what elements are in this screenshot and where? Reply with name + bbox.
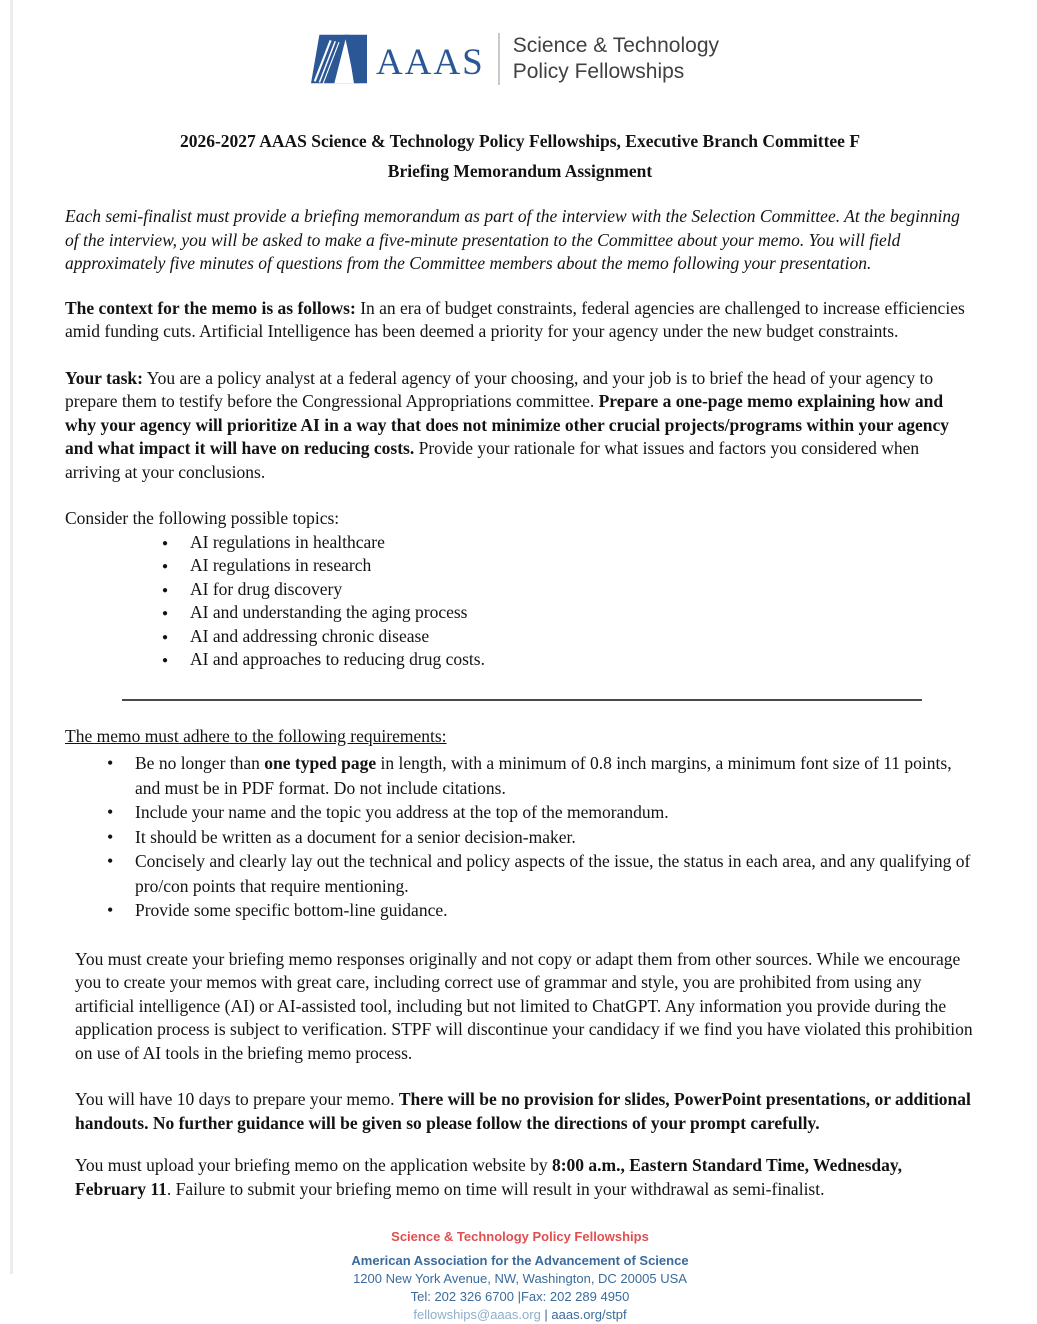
topic-item: ● AI regulations in research: [65, 554, 975, 578]
req1-bold: one typed page: [264, 753, 377, 773]
title-line-2: Briefing Memorandum Assignment: [387, 161, 653, 181]
task-lead: Your task:: [65, 367, 143, 388]
intro-paragraph: Each semi-finalist must provide a briefing memorandum as part of the interview with the Selection Committee. At the beginning of the interview, you will be asked to make a five-minute presentation to the Committee about your memo. You will field approximately five minutes of questions from the Committee members about the memo following your presentation.: [65, 206, 960, 273]
requirements-list: [65, 751, 975, 923]
timeline-pre: You will have 10 days to prepare your memo.: [75, 1089, 399, 1109]
title-line-1: 2026-2027 AAAS Science & Technology Policy Fellowships, Executive Branch Committee F: [179, 131, 861, 151]
task-part2: Provide your rationale for what issues and factors you considered when arriving at your conclusions.: [65, 438, 920, 482]
footer-address: 1200 New York Avenue, NW, Washington, DC 20005 USA: [353, 1271, 687, 1286]
aaas-logo-text: AAAS: [376, 41, 485, 83]
aaas-logo-mark-icon: [311, 34, 367, 84]
logo-divider: [498, 33, 500, 85]
deadline-post: . Failure to submit your briefing memo on time will result in your withdrawal as semi-finalist.: [166, 1178, 825, 1199]
logo-tagline: [513, 33, 719, 84]
deadline-paragraph: [65, 1154, 975, 1201]
requirement-item: • Include your name and the topic you address at the top of the memorandum.: [65, 800, 975, 825]
footer-email-link[interactable]: fellowships@aaas.org: [413, 1307, 541, 1322]
context-lead: The context for the memo is as follows:: [65, 297, 356, 318]
req1-post: in length, with a minimum of 0.8 inch margins, a minimum font size of 11 points, and must be in PDF format. Do not include citations.: [135, 753, 952, 798]
topics-section: [65, 507, 975, 672]
header-logo: [65, 33, 965, 85]
timeline-bold: There will be no provision for slides, PowerPoint presentations, or additional handouts. No further guidance will be given so please follow the directions of your prompt carefully.: [75, 1089, 971, 1133]
deadline-pre: You must upload your briefing memo on the application website by: [75, 1155, 552, 1175]
context-paragraph: [65, 297, 975, 344]
logo-tagline-line1: Science & Technology: [512, 34, 719, 58]
topic-item: ● AI for drug discovery: [65, 578, 975, 602]
logo-tagline-line2: Policy Fellowships: [512, 60, 685, 83]
requirement-item: [65, 751, 975, 800]
footer: [65, 1228, 975, 1324]
topic-item: ● AI and addressing chronic disease: [65, 625, 975, 649]
context-body: In an era of budget constraints, federal agencies are challenged to increase efficiencies amid funding cuts. Artificial Intelligence has been deemed a priority for your agency under the new budget constraints.: [65, 297, 965, 341]
topic-item: ● AI and understanding the aging process: [65, 601, 975, 625]
originality-paragraph: You must create your briefing memo responses originally and not copy or adapt them from other sources. While we encourage you to create your memos with great care, including correct use of grammar and style, you are prohibited from using any artificial intelligence (AI) or AI-assisted tool, including but not limited to ChatGPT. Any information you provide during the application process is subject to verification. STPF will discontinue your candidacy if we find you have violated this prohibition on use of AI tools in the briefing memo process.: [75, 948, 973, 1063]
footer-program-name: Science & Technology Policy Fellowships: [391, 1229, 649, 1244]
aaas-logo: [311, 34, 485, 84]
footer-links-separator: |: [540, 1307, 552, 1322]
task-part1: You are a policy analyst at a federal agency of your choosing, and your job is to brief the head of your agency to prepare them to testify before the Congressional Appropriations committee.: [65, 367, 934, 411]
req1-pre: Be no longer than: [135, 753, 265, 773]
topics-list: [65, 531, 975, 672]
topic-item: ● AI regulations in healthcare: [65, 531, 975, 555]
requirement-item: • Provide some specific bottom-line guidance.: [65, 898, 975, 923]
timeline-paragraph: [65, 1088, 975, 1135]
document-title: [65, 126, 975, 186]
requirement-item: • It should be written as a document for a senior decision-maker.: [65, 825, 975, 850]
section-divider: [122, 699, 922, 701]
page-edge-shadow: [10, 0, 13, 1274]
footer-phone: Tel: 202 326 6700 |Fax: 202 289 4950: [410, 1289, 630, 1304]
footer-org-name: American Association for the Advancement of Science: [351, 1253, 689, 1268]
deadline-bold: 8:00 a.m., Eastern Standard Time, Wednesday, February 11: [75, 1155, 903, 1199]
requirements-heading: The memo must adhere to the following requirements:: [65, 725, 447, 746]
task-bold: Prepare a one-page memo explaining how and why your agency will prioritize AI in a way that does not minimize other crucial projects/programs within your agency and what impact it will have on reducing costs.: [65, 391, 950, 458]
topic-item: ● AI and approaches to reducing drug costs.: [65, 648, 975, 672]
task-paragraph: [65, 367, 975, 485]
footer-links: [65, 1306, 975, 1324]
footer-website-link[interactable]: aaas.org/stpf: [551, 1307, 627, 1322]
requirement-item: • Concisely and clearly lay out the technical and policy aspects of the issue, the status in each area, and any qualifying of pro/con points that require mentioning.: [65, 849, 975, 898]
topics-heading: Consider the following possible topics:: [65, 508, 340, 528]
